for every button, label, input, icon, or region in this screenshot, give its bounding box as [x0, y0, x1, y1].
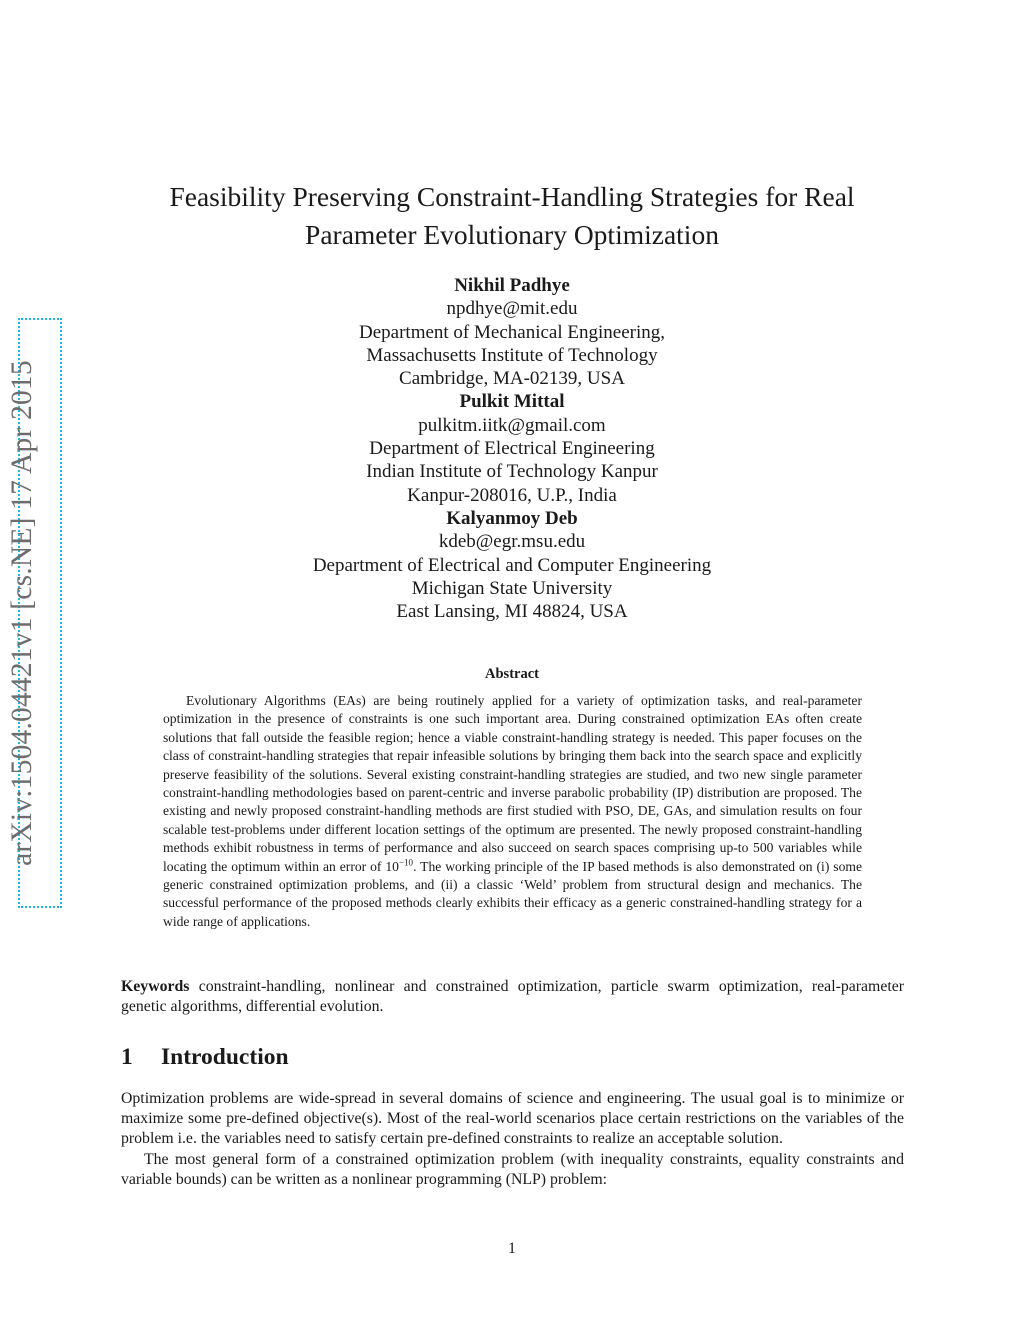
author [160, 507, 864, 623]
keywords [121, 977, 904, 1017]
author-affiliation: Massachusetts Institute of Technology [366, 344, 658, 366]
author-affiliation: East Lansing, MI 48824, USA [396, 601, 628, 623]
author-affiliation: Cambridge, MA-02139, USA [399, 368, 625, 390]
abstract-heading: Abstract [485, 666, 539, 682]
introduction-body [121, 1089, 904, 1190]
author [160, 274, 864, 390]
keywords-text: constraint-handling, nonlinear and constrained optimization, particle swarm optimization, real-parameter genetic algorithms, differential evolution. [121, 978, 904, 1015]
abstract-text-part2: . The working principle of the IP based methods is also demonstrated on (i) some generic constrained optimization problems, and (ii) a classic ‘Weld’ problem from structural design and mechanics. The successful performance of the proposed methods clearly exhibits their efficacy as a generic constrained-handling strategy for a wide range of applications. [163, 858, 862, 929]
title-line-2: Parameter Evolutionary Optimization [305, 219, 719, 250]
author-affiliation: Department of Electrical Engineering [369, 438, 655, 460]
author-name: Kalyanmoy Deb [446, 507, 578, 529]
author-affiliation: Kanpur-208016, U.P., India [407, 484, 617, 506]
author-block [160, 274, 864, 623]
author-name: Pulkit Mittal [459, 391, 565, 413]
abstract-body [163, 692, 862, 931]
section-number: 1 [121, 1044, 133, 1070]
abstract-exponent: −10 [398, 857, 414, 868]
arxiv-stamp[interactable]: arXiv:1504.04421v1 [cs.NE] 17 Apr 2015 [6, 360, 38, 866]
title-line-1: Feasibility Preserving Constraint-Handling Strategies for Real [169, 181, 855, 212]
author [160, 390, 864, 506]
paragraph: The most general form of a constrained optimization problem (with inequality constraints, equality constraints and variable bounds) can be written as a nonlinear programming (NLP) problem: [121, 1150, 904, 1188]
section-heading [121, 1044, 289, 1071]
author-email[interactable]: kdeb@egr.msu.edu [438, 531, 586, 553]
keywords-label: Keywords [121, 978, 190, 995]
paper-title [120, 178, 904, 254]
author-email[interactable]: npdhye@mit.edu [446, 298, 578, 320]
abstract-text-part1: Evolutionary Algorithms (EAs) are being routinely applied for a variety of optimization tasks, and real-parameter optimization in the presence of constraints is one such important area. During constrained optimization EAs often create solutions that fall outside the feasible region; hence a viable constraint-handling strategy is needed. This paper focuses on the class of constraint-handling strategies that repair infeasible solutions by bringing them back into the search space and explicitly preserve feasibility of the solutions. Several existing constraint-handling strategies are studied, and two new single parameter constraint-handling methodologies based on parent-centric and inverse parabolic probability (IP) distribution are proposed. The existing and newly proposed constraint-handling methods are first studied with PSO, DE, GAs, and simulation results on four scalable test-problems under different location settings of the optimum are presented. The newly proposed constraint-handling methods exhibit robustness in terms of performance and also succeed on search spaces comprising up-to 500 variables while locating the optimum within an error of 10 [163, 693, 862, 874]
author-affiliation: Indian Institute of Technology Kanpur [366, 461, 658, 483]
paragraph: Optimization problems are wide-spread in several domains of science and engineering. The usual goal is to minimize or maximize some pre-defined objective(s). Most of the real-world scenarios place certain restrictions on the variables of the problem i.e. the variables need to satisfy certain pre-defined constraints to realize an acceptable solution. [121, 1090, 904, 1148]
author-affiliation: Department of Mechanical Engineering, [359, 321, 665, 343]
page-number: 1 [508, 1240, 516, 1257]
author-name: Nikhil Padhye [454, 275, 570, 296]
section-title: Introduction [161, 1044, 289, 1070]
author-affiliation: Michigan State University [411, 577, 613, 599]
author-affiliation: Department of Electrical and Computer Engineering [312, 554, 712, 576]
author-email[interactable]: pulkitm.iitk@gmail.com [418, 414, 606, 436]
